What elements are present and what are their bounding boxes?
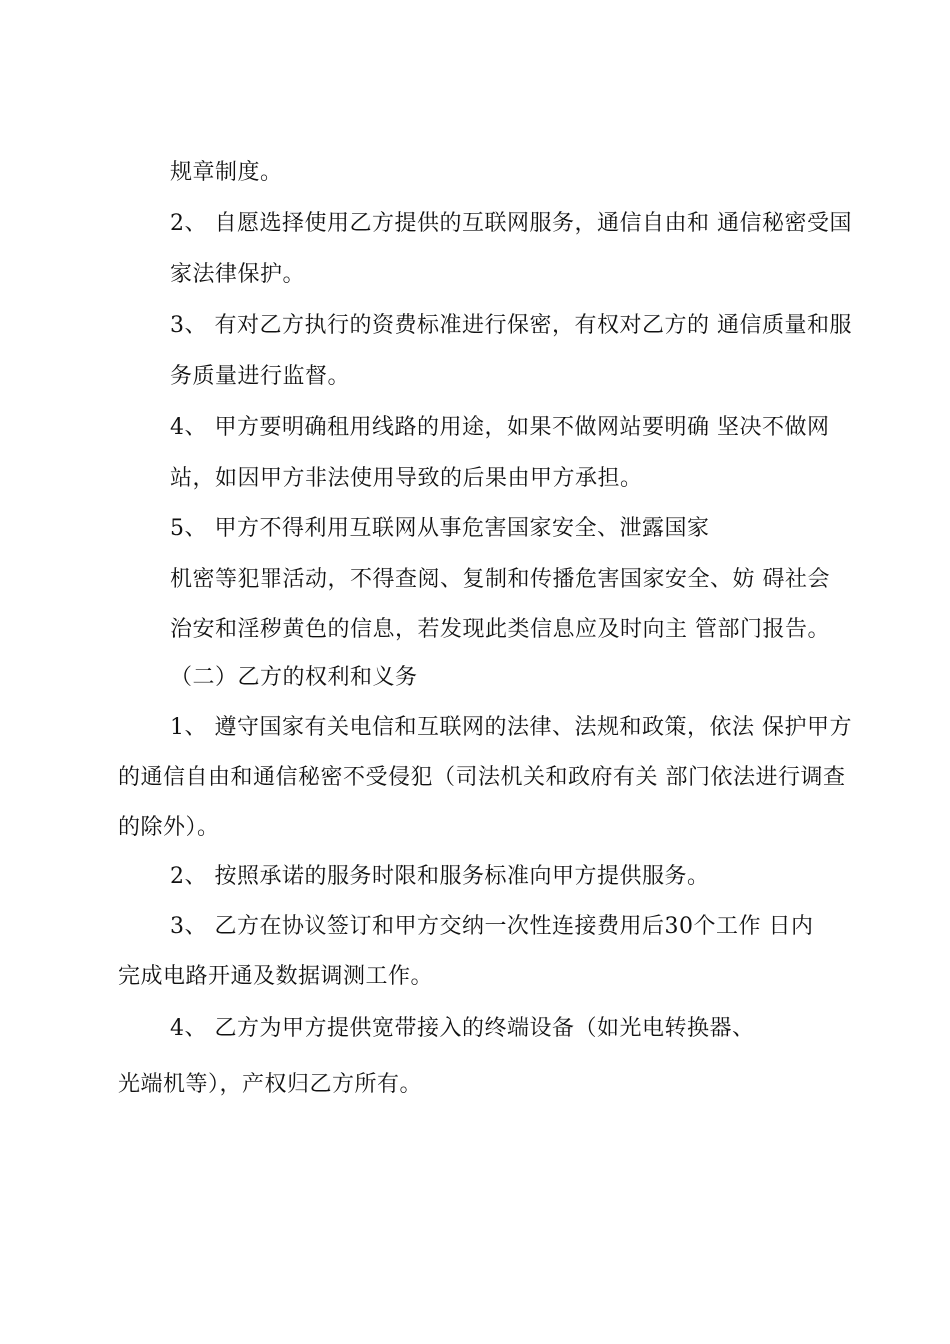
text-line: 3、 有对乙方执行的资费标准进行保密，有权对乙方的 通信质量和服 bbox=[170, 313, 852, 338]
text-line: 务质量进行监督。 bbox=[170, 364, 351, 389]
section-heading: （二）乙方的权利和义务 bbox=[170, 665, 418, 690]
text-line: 光端机等），产权归乙方所有。 bbox=[118, 1072, 423, 1097]
text-line: 机密等犯罪活动，不得查阅、复制和传播危害国家安全、妨 碍社会 bbox=[170, 567, 830, 592]
text-line: 站，如因甲方非法使用导致的后果由甲方承担。 bbox=[170, 466, 643, 491]
text-line: 完成电路开通及数据调测工作。 bbox=[118, 964, 434, 989]
text-line: 规章制度。 bbox=[170, 160, 283, 185]
text-line: 治安和淫秽黄色的信息，若发现此类信息应及时向主 管部门报告。 bbox=[170, 617, 830, 642]
text-line: 4、 乙方为甲方提供宽带接入的终端设备（如光电转换器、 bbox=[170, 1016, 755, 1041]
text-line: 4、 甲方要明确租用线路的用途，如果不做网站要明确 坚决不做网 bbox=[170, 415, 830, 440]
text-line: 1、 遵守国家有关电信和互联网的法律、法规和政策，依法 保护甲方 bbox=[170, 715, 852, 740]
text-line: 2、 按照承诺的服务时限和服务标准向甲方提供服务。 bbox=[170, 864, 710, 889]
text-line: 家法律保护。 bbox=[170, 262, 306, 287]
text-line: 的通信自由和通信秘密不受侵犯（司法机关和政府有关 部门依法进行调查 bbox=[118, 765, 846, 790]
text-line: 5、 甲方不得利用互联网从事危害国家安全、泄露国家 bbox=[170, 516, 710, 541]
text-line: 3、 乙方在协议签订和甲方交纳一次性连接费用后30个工作 日内 bbox=[170, 914, 814, 939]
text-line: 的除外）。 bbox=[118, 815, 220, 840]
text-line: 2、 自愿选择使用乙方提供的互联网服务，通信自由和 通信秘密受国 bbox=[170, 211, 852, 236]
